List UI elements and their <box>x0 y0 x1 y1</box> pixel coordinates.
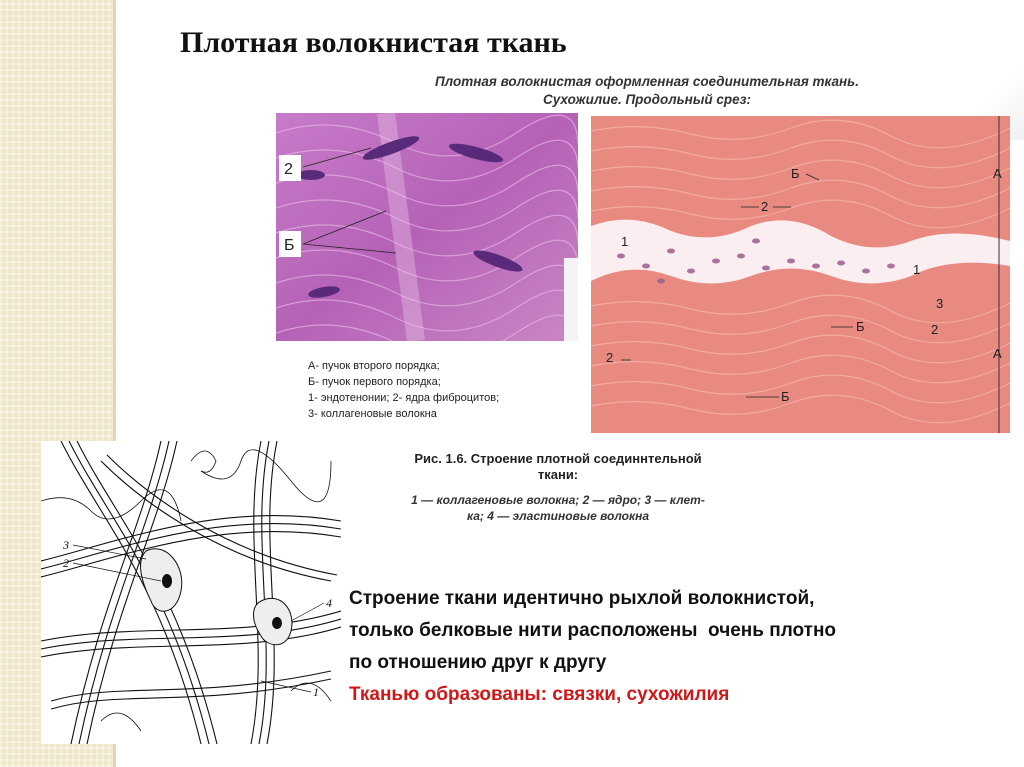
legend-item: А- пучок второго порядка; <box>308 360 440 372</box>
right-label-b-1: Б <box>791 166 800 181</box>
slide-body-text <box>349 583 836 711</box>
micrograph-caption-line-1: Плотная волокнистая оформленная соединительная ткань. <box>435 74 859 89</box>
figure-desc-line-1: 1 — коллагеновые волокна; 2 — ядро; 3 — клет- <box>411 493 705 507</box>
body-highlight-line: Тканью образованы: связки, сухожилия <box>349 684 730 705</box>
micrograph-caption <box>412 73 882 109</box>
right-label-a-1: A <box>993 166 1002 181</box>
figure-caption-line-1: Рис. 1.6. Строение плотной соединнтельной <box>414 451 702 466</box>
right-label-3: 3 <box>936 296 944 311</box>
legend-item: 3- коллагеновые волокна <box>308 408 437 420</box>
body-line-1: Строение ткани идентично рыхлой волокнистой, <box>349 588 815 609</box>
figure-caption-line-2: ткани: <box>537 467 579 482</box>
legend-item: Б- пучок первого порядка; <box>308 376 441 388</box>
drawing-label-2: 2 <box>63 556 69 570</box>
body-line-3: по отношению друг к другу <box>349 652 607 673</box>
body-line-2: только белковые нити расположены очень плотно <box>349 620 837 641</box>
figure-caption-title <box>372 451 744 483</box>
tissue-line-drawing <box>41 441 341 744</box>
left-label-b: Б <box>284 237 295 254</box>
drawing-label-1: 1 <box>313 685 319 699</box>
drawing-label-4: 4 <box>326 596 332 610</box>
micrograph-legend <box>308 358 499 422</box>
left-label-2: 2 <box>284 161 293 178</box>
right-label-1-1: 1 <box>621 234 629 249</box>
right-label-2-3: 2 <box>606 350 614 365</box>
micrograph-caption-line-2: Сухожилие. Продольный срез: <box>542 92 752 107</box>
right-label-2-2: 2 <box>931 322 939 337</box>
figure-caption-description <box>368 492 748 524</box>
left-micrograph <box>276 113 578 341</box>
right-label-1-2: 1 <box>913 262 921 277</box>
right-micrograph <box>591 116 1010 433</box>
right-label-2-1: 2 <box>761 199 769 214</box>
slide-title: Плотная волокнистая ткань <box>180 26 567 59</box>
legend-item: 1- эндотенонии; 2- ядра фиброцитов; <box>308 392 500 404</box>
figure-desc-line-2: ка; 4 — эластиновые волокна <box>466 509 649 523</box>
right-label-a-2: A <box>993 346 1002 361</box>
drawing-label-3: 3 <box>63 538 69 552</box>
right-label-b-3: Б <box>781 389 790 404</box>
right-label-b-2: Б <box>856 319 865 334</box>
